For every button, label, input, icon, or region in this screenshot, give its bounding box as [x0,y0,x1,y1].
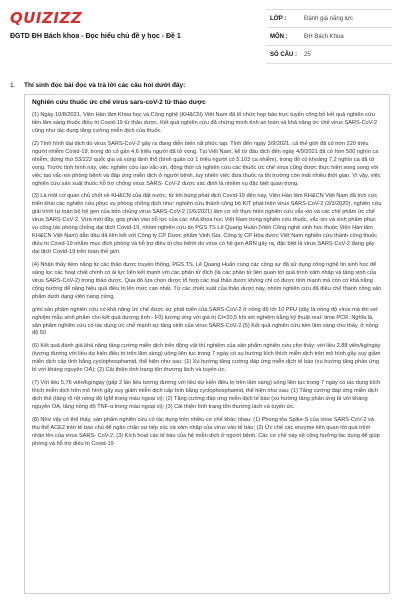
meta-row-question-count [266,46,392,64]
meta-value: Đánh giá năng lực [304,15,354,22]
document-title: ĐGTD ĐH Bách khoa - Đọc hiểu chủ đề y học - Đề 1 [10,33,181,40]
meta-value: 25 [304,51,311,58]
meta-label: LỚP : [270,15,287,22]
passage-paragraph: (2) Tính hình dại dịch do virus SARS-CoV-2 gây ra đang diễn biến rất phức tạp. Tính đến ngày 3/9/2021, cả thế giới đã có hơn 220 triệu người nhiễm Covid-19, trong đó có gần 4,6 triệu người đã tử vong. Tại Việt Nam, kể từ đầu dịch đến ngày 4/9/2021 đã có hơn 500 nghìn ca nhiễm, đứng thứ 53/222 quốc gia và vùng lãnh thổ (bình quân cứ 1 triệu người có 5.103 ca nhiễm), trong đó có khoảng 7,2 nghìn ca đã tử vong. Trước tình hình này, việc nghiên cứu tạo vắc-xin, đồng thời cả nghiên cứu các thuốc ức chế virus cũng được thực hiện song song với việc tạo vắc-xin phòng bệnh và đáp ứng miễn dịch ở người bệnh, tuy nhiên việc đưa thuốc ra thị trường còn mất nhiều thời gian. Vì vậy, việc nghiên cứu sản xuất thuốc hỗ trợ chống virus SARS- CoV-2 được xác định là nhiệm vụ đặc biệt quan trọng. [32,140,381,187]
passage-paragraph: (8) Như vậy có thể thấy, sản phẩm nghiên cứu có tác dụng trên nhiều cơ chế khác nhau: (1) Phong tỏa Spike-S của virus SARS-CoV-2 và thụ thể ACE2 trên tế bào chủ để ngăn chặn sự tiếp xúc và xâm nhập của virus vào tế bào; (2) Ức chế các enzyme liên quan tới quá trình nhân lên của virus SARS- CoV-2; (3) Kích hoạt các tế bào của hệ miễn dịch ở người bệnh. Các cơ chế này sẽ cộng hưởng tác dụng để giúp phòng và hỗ trợ điều trị Covid-19 [32,416,380,447]
passage-paragraph: (4) Nhận thấy tiềm năng từ các thảo dược truyền thống, PGS.TS. Lê Quang Huấn cùng các cộng sự đã sử dụng công nghệ tin sinh học để sàng lọc các hoạt chất chính có ái lực liên kết mạnh với các phân tử đích (là các phân tử liên quan tới quá trình xâm nhập và tăng sinh của virus SARS-CoV-2) trong thảo dược. Qua đó lựa chọn được tổ hợp các loại thảo dược không chỉ có được tính mạnh mà còn có khả năng cộng hưởng để nâng hiệu quả điều trị lên mức cao nhất. Từ các chiết xuất của thảo dược này, nhóm nghiên cứu đã điều chế thành công sản phẩm dưới dạng viên nang cứng. [32,261,382,300]
meta-label: SỐ CÂU : [270,51,297,58]
question-number: 1. [10,82,16,89]
meta-table [266,9,392,64]
passage-paragraph: (7) Với liều 5,76 viên/kg/ngày (gấp 2 lần liều tương đương với liều dự kiến điều trị trên lâm sàng) uống liên tục trong 7 ngày có tác dụng kích thích miễn dịch trên mô hình gây suy giảm miễn dịch cấp tính bằng cyclophosphamid, thể hiện như sau: (1) Tăng cường đáp ứng miễn dịch dịch thể (tăng rõ rệt nồng độ IgM trong máu ngoại vi); (2) Tăng cường đáp ứng miễn dịch tế bào (xu hướng tăng phản ứng bì với kháng nguyên OA, tăng nồng độ TNF-α trong máu ngoại vi); (3) Cải thiện tình trạng tổn thương lách và tuyến ức. [32,380,381,410]
meta-label: MÔN : [270,33,288,40]
meta-value: ĐH Bách Khoa [304,33,344,40]
passage-paragraph: g/ml sản phẩm nghiên cứu có khả năng ức chế được sự phát triển của SARS-CoV-2 ở nồng độ tới 10 PFU (dây là nồng độ virus mà khi set nghiệm mẫu sinh phẩm cho kết quả dương tính - F0) tương ứng với giá trị Ct=20,5 khi xét nghiệm bằng kỹ thuật real- time PCR. Nghĩa là, sản phẩm nghiên cứu có tác dụng ức chế mạnh sự tăng sinh của virus SARS-CoV-2.(5) Kết quả nghiên cứu tiền lâm sàng cho thấy, ở nồng độ 50 [32,306,378,337]
question-title: Thí sinh đọc bài đọc và trả lời các câu hỏi dưới đây: [24,82,186,89]
meta-row-subject [266,28,392,46]
passage-paragraph: (6) Kết quả đánh giá khả năng tăng cường miễn dịch trên động vật thí nghiệm của sản phẩm nghiên cứu cho thấy: với liều 2,88 viên/kg/ngày (tương đương với liều dự kiến điều trị trên lâm sàng) uống liên tục trong 7 ngày có xu hướng kích thích miễn dịch trên mô hình gây suy giảm miễn dịch cấp tính bằng cyclophosphamid, thể hiện như sau: (1) Xu hướng tăng cường đáp ứng miễn dịch tế bào (xu hướng tăng phản ứng bì với kháng nguyên OA); (2) Cải thiện tình trạng tổn thương lách và tuyến ức. [32,343,381,374]
passage-paragraph: (3) Là một cơ quan chủ chốt về KH&CN của đất nước, từ khi bùng phát dịch Covid-19 đến nay, Viện Hàn lâm KH&CN Việt Nam đã tích cực triển khai các nghiên cứu phục vụ phòng chống dịch như: nghiên cứu thành công bộ KIT phát hiện virus SARS-CoV-2 (3/3/2020), nghiên cứu giải trình tự toàn bộ hệ gen của bốn chủng virus SARS-CoV-2 (1/6/2021) làm cơ sở thực hiện nghiên cứu vắc-xin và các chế phẩm ức chế virus SARS-CoV-2. Vừa mới đây, góp phần vào nỗ lực của các nhà khoa học Việt Nam trong nghiên cứu thuốc, vắc-xin và sinh phẩm phục vụ công tác phòng chống dại dịch Covid-19, nhóm nghiên cứu do PGS.TS Lê Quang Huấn (Viện Công nghệ sinh học thuộc Viện Hàn lâm KH&CN Việt Nam) dẫn đầu đã liên kết với Công ty CP Dược phẩm Vinh Gia, Công ty CP Hóa dược Việt Nam nghiên cứu thành công thuốc điều trị Covid-19 nhằm mục đích phòng và hỗ trợ điều trị cho bệnh do virus có hệ gen ARN gây ra, đặc biệt là virus SARS-CoV-2 đang gây dại dịch Covid-19 trên toàn thế giới. [32,193,382,255]
meta-row-class [266,10,392,28]
passage-paragraph: (1) Ngày 10/8/2021, Viện Hàn lâm Khoa học và Công nghệ (KH&CN) Việt Nam đã tổ chức họp báo trực tuyến công bố kết quả nghiên cứu tiền lâm sàng thuốc điều trị Covid-19 từ thảo dược. Kết quả nghiên cứu đã chứng minh tính an toàn và khả năng ức chế virus SARS-CoV-2 cũng như tác dụng tăng cường miễn dịch của thuốc. [32,112,378,134]
passage-box [24,94,390,594]
quizizz-logo: QUIZIZZ [10,9,83,27]
passage-heading: Nghiên cứu thuốc ức chế virus sars-coV-2 từ thảo dược [32,99,206,106]
